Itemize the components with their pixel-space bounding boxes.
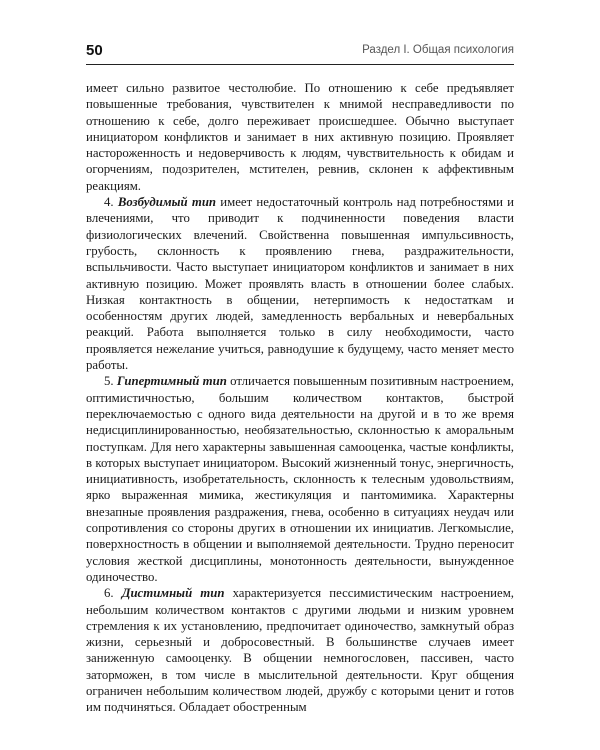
type-term: Гипертимный тип (116, 374, 227, 389)
list-number: 4. (104, 195, 118, 210)
type-term: Дистимный тип (121, 586, 225, 601)
page-number: 50 (86, 42, 103, 59)
paragraph (86, 80, 514, 194)
running-head: Раздел I. Общая психология (362, 44, 514, 56)
paragraph-text: имеет сильно развитое честолюбие. По отношению к себе предъявляет повышенные требования, чувствителен к мнимой несправедливости по отношению к себе, долго переживает происшедшее. Обычно выступает инициатором конфликтов и занимает в них активную позицию. Проявляет настороженность и недоверчивость к людям, чувствительность к обидам и огорчениям, подозрителен, мстителен, ревнив, склонен к аффективным реакциям. (86, 81, 514, 193)
list-number: 6. (104, 586, 122, 601)
page-header (86, 42, 514, 65)
paragraph (86, 585, 514, 715)
paragraph-text: отличается повышенным позитивным настроением, оптимистичностью, большим количеством контактов, быстрой переключаемостью с одного вида деятельности на другой и в то же время недисциплинированностью, необязательностью, склонностью к аморальным поступкам. Для него характерны завышенная самооценка, частые конфликты, в которых выступает инициатором. Высокий жизненный тонус, энергичность, инициативность, изобретательность, склонность к телесным удовольствиям, ярко выраженная мимика, жестикуляция и пантомимика. Характерны внезапные проявления раздражения, гнева, особенно в ситуациях неудач или сопротивления со стороны других в отношении их инициатив. Легкомыслие, поверхностность в общении и выполняемой деятельности. Трудно переносит условия жесткой дисциплины, монотонность деятельности, вынужденное одиночество. (86, 374, 514, 584)
paragraph-text: имеет недостаточный контроль над потребностями и влечениями, что приводит к подчиненности поведения власти физиологических влечений. Свойственна повышенная импульсивность, грубость, склонность к проявлению гнева, раздражительности, вспыльчивости. Часто выступает инициатором конфликтов и занимает в них активную позицию. Может проявлять власть в отношении более слабых. Низкая контактность в общении, нетерпимость к недостаткам и особенностям других людей, замедленность вербальных и невербальных реакций. Работа выполняется только в силу необходимости, часто проявляется нежелание учиться, равнодушие к будущему, часто меняет место работы. (86, 195, 515, 373)
paragraph-text: характеризуется пессимистическим настроением, небольшим количеством контактов с другими людьми и низким уровнем стремления к их установлению, предпочитает одиночество, замкнутый образ жизни, серьезный и добросовестный. В большинстве случаев имеет заниженную самооценку. В общении немногословен, пассивен, часто заторможен, в том числе в мыслительной деятельности. Круг общения ограничен небольшим количеством людей, дружбу с которыми ценит и готов им подчиняться. Обладает обостренным (86, 586, 514, 715)
list-number: 5. (104, 374, 117, 389)
paragraph (86, 194, 514, 373)
paragraph (86, 373, 514, 585)
body-text (86, 80, 514, 716)
type-term: Возбудимый тип (117, 195, 217, 210)
